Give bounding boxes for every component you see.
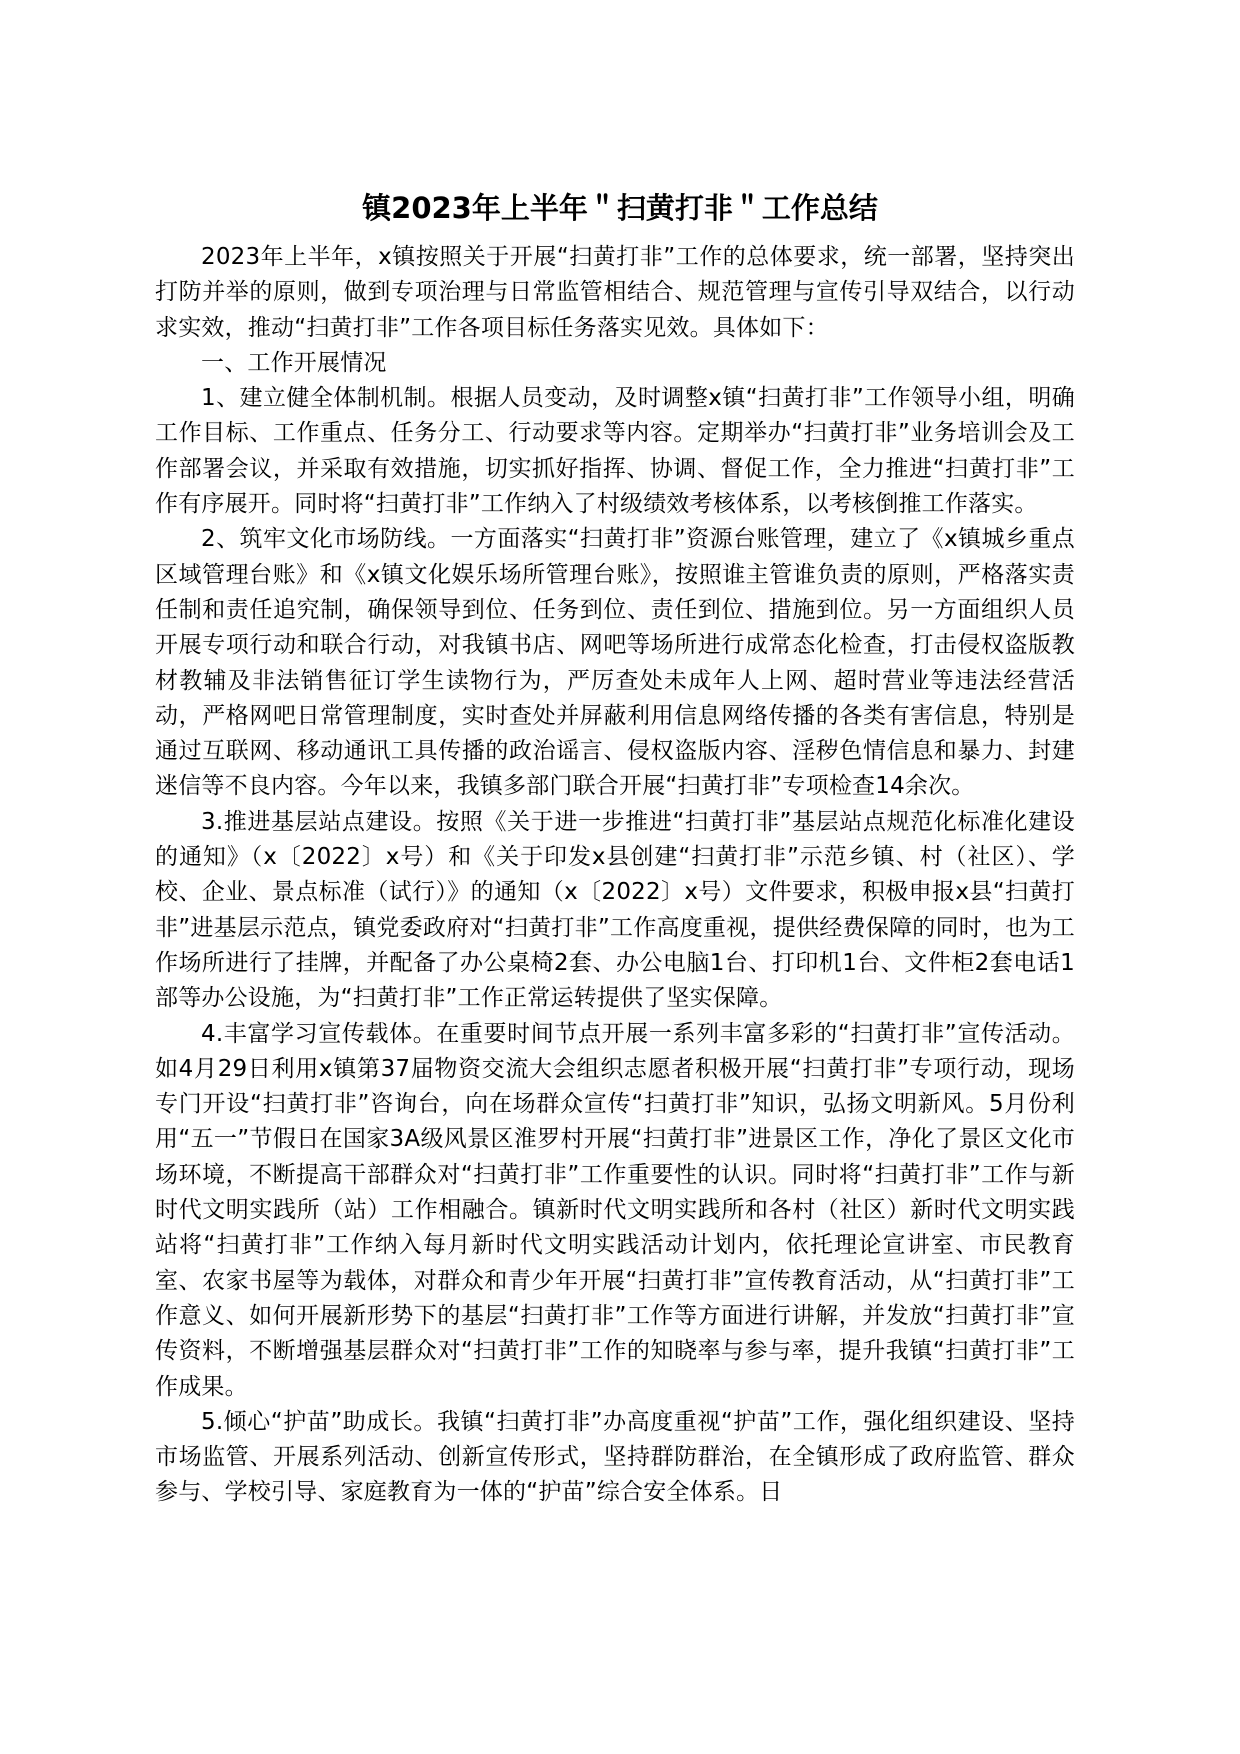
- paragraph-item-2: 2、筑牢文化市场防线。一方面落实“扫黄打非”资源台账管理，建立了《x镇城乡重点区域管理台账》和《x镇文化娱乐场所管理台账》，按照谁主管谁负责的原则，严格落实责任制和责任追究制，确保领导到位、任务到位、责任到位、措施到位。另一方面组织人员开展专项行动和联合行动，对我镇书店、网吧等场所进行成常态化检查，打击侵权盗版教材教辅及非法销售征订学生读物行为，严厉查处未成年人上网、超时营业等违法经营活动，严格网吧日常管理制度，实时查处并屏蔽利用信息网络传播的各类有害信息，特别是通过互联网、移动通讯工具传播的政治谣言、侵权盗版内容、淫秽色情信息和暴力、封建迷信等不良内容。今年以来，我镇多部门联合开展“扫黄打非”专项检查14余次。: [155, 526, 1075, 800]
- paragraph-intro: 2023年上半年，x镇按照关于开展“扫黄打非”工作的总体要求，统一部署，坚持突出打防并举的原则，做到专项治理与日常监管相结合、规范管理与宣传引导双结合，以行动求实效，推动“扫黄打非”工作各项目标任务落实见效。具体如下：: [155, 244, 1075, 341]
- paragraph-item-3: 3.推进基层站点建设。按照《关于进一步推进“扫黄打非”基层站点规范化标准化建设的通知》（x〔2022〕x号）和《关于印发x县创建“扫黄打非”示范乡镇、村（社区）、学校、企业、景点标准（试行）》的通知（x〔2022〕x号）文件要求，积极申报x县“扫黄打非”进基层示范点，镇党委政府对“扫黄打非”工作高度重视，提供经费保障的同时，也为工作场所进行了挂牌，并配备了办公桌椅2套、办公电脑1台、打印机1台、文件柜2套电话1部等办公设施，为“扫黄打非”工作正常运转提供了坚实保障。: [155, 808, 1075, 1012]
- paragraph-item-5: 5.倾心“护苗”助成长。我镇“扫黄打非”办高度重视“护苗”工作，强化组织建设、坚持市场监管、开展系列活动、创新宣传形式，坚持群防群治，在全镇形成了政府监管、群众参与、学校引导、家庭教育为一体的“护苗”综合安全体系。日: [155, 1408, 1075, 1506]
- document-title: 镇2023年上半年＂扫黄打非＂工作总结: [362, 191, 878, 225]
- paragraph-item-4: 4.丰富学习宣传载体。在重要时间节点开展一系列丰富多彩的“扫黄打非”宣传活动。如4月29日利用x镇第37届物资交流大会组织志愿者积极开展“扫黄打非”专项行动，现场专门开设“扫黄打非”咨询台，向在场群众宣传“扫黄打非”知识，弘扬文明新风。5月份利用“五一”节假日在国家3A级风景区淮罗村开展“扫黄打非”进景区工作，净化了景区文化市场环境，不断提高干部群众对“扫黄打非”工作重要性的认识。同时将“扫黄打非”工作与新时代文明实践所（站）工作相融合。镇新时代文明实践所和各村（社区）新时代文明实践站将“扫黄打非”工作纳入每月新时代文明实践活动计划内，依托理论宣讲室、市民教育室、农家书屋等为载体，对群众和青少年开展“扫黄打非”宣传教育活动，从“扫黄打非”工作意义、如何开展新形势下的基层“扫黄打非”工作等方面进行讲解，并发放“扫黄打非”宣传资料，不断增强基层群众对“扫黄打非”工作的知晓率与参与率，提升我镇“扫黄打非”工作成果。: [155, 1020, 1075, 1400]
- section-heading: 一、工作开展情况: [201, 349, 387, 376]
- paragraph-item-1: 1、建立健全体制机制。根据人员变动，及时调整x镇“扫黄打非”工作领导小组，明确工作目标、工作重点、任务分工、行动要求等内容。定期举办“扫黄打非”业务培训会及工作部署会议，并采取有效措施，切实抓好指挥、协调、督促工作，全力推进“扫黄打非”工作有序展开。同时将“扫黄打非”工作纳入了村级绩效考核体系，以考核倒推工作落实。: [155, 385, 1075, 518]
- document-body: [155, 240, 1075, 1511]
